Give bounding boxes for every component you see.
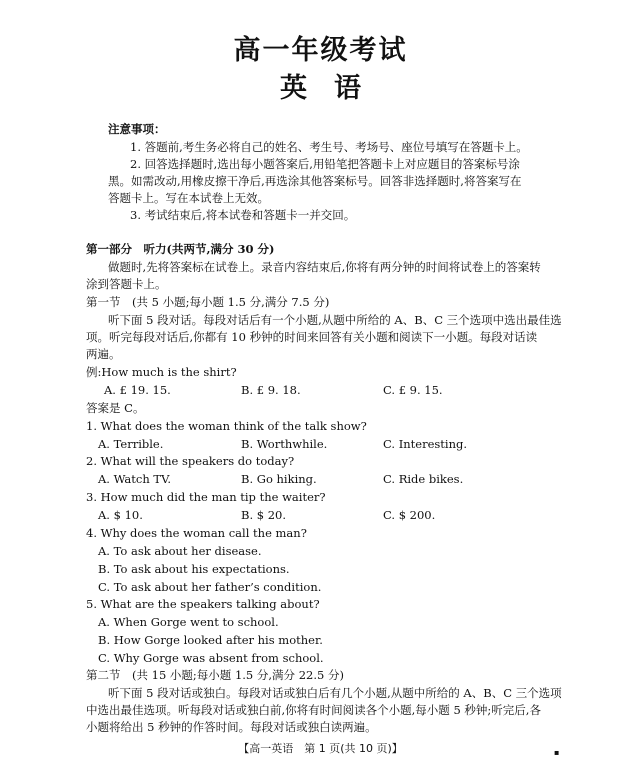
question-1-option-a: A. Terrible. bbox=[98, 437, 164, 451]
notes-line: 1. 答题前,考生务必将自己的姓名、考生号、考场号、座位号填写在答题卡上。 bbox=[130, 140, 528, 154]
question-3: 3. How much did the man tip the waiter? bbox=[86, 490, 326, 504]
section1-intro-line: 项。听完每段对话后,你都有 10 秒钟的时间来回答有关小题和阅读下一小题。每段对话读 bbox=[86, 330, 538, 344]
section2-intro-line: 中选出最佳选项。听每段对话或独白前,你将有时间阅读各个小题,每小题 5 秒钟;听完后,各 bbox=[86, 703, 541, 717]
part1-intro-line: 涂到答题卡上。 bbox=[86, 277, 167, 291]
subject-title: 英 语 bbox=[280, 73, 361, 104]
question-1-option-b: B. Worthwhile. bbox=[241, 437, 328, 451]
question-1: 1. What does the woman think of the talk show? bbox=[86, 419, 367, 433]
notes-line: 黑。如需改动,用橡皮擦干净后,再选涂其他答案标号。回答非选择题时,将答案写在 bbox=[108, 174, 522, 188]
example-question: 例:How much is the shirt? bbox=[86, 365, 237, 379]
question-1-option-c: C. Interesting. bbox=[383, 437, 468, 451]
example-option-a: A. £ 19. 15. bbox=[104, 383, 171, 397]
question-5-option-c: C. Why Gorge was absent from school. bbox=[98, 651, 324, 665]
notes-line: 2. 回答选择题时,选出每小题答案后,用铅笔把答题卡上对应题目的答案标号涂 bbox=[130, 157, 520, 171]
question-3-option-c: C. $ 200. bbox=[383, 508, 436, 522]
question-2: 2. What will the speakers do today? bbox=[86, 454, 295, 468]
corner-mark: ▪ bbox=[554, 748, 560, 757]
question-4-option-a: A. To ask about her disease. bbox=[98, 544, 262, 558]
question-3-option-b: B. $ 20. bbox=[241, 508, 287, 522]
example-answer: 答案是 C。 bbox=[86, 401, 145, 415]
notes-line: 答题卡上。写在本试卷上无效。 bbox=[108, 191, 269, 205]
question-5: 5. What are the speakers talking about? bbox=[86, 597, 320, 611]
question-4-option-c: C. To ask about her father’s condition. bbox=[98, 580, 322, 594]
part1-intro-line: 做题时,先将答案标在试卷上。录音内容结束后,你将有两分钟的时间将试卷上的答案转 bbox=[108, 260, 541, 274]
question-2-option-b: B. Go hiking. bbox=[241, 472, 317, 486]
example-option-b: B. £ 9. 18. bbox=[241, 383, 301, 397]
question-5-option-a: A. When Gorge went to school. bbox=[98, 615, 279, 629]
notes-line: 3. 考试结束后,将本试卷和答题卡一并交回。 bbox=[130, 208, 356, 222]
section1-intro-line: 听下面 5 段对话。每段对话后有一个小题,从题中所给的 A、B、C 三个选项中选出最佳选 bbox=[108, 313, 562, 327]
question-2-option-c: C. Ride bikes. bbox=[383, 472, 464, 486]
question-4: 4. Why does the woman call the man? bbox=[86, 526, 307, 540]
section2-intro-line: 听下面 5 段对话或独白。每段对话或独白后有几个小题,从题中所给的 A、B、C 三个选项 bbox=[108, 686, 562, 700]
section1-intro-line: 两遍。 bbox=[86, 347, 121, 361]
notes-heading: 注意事项： bbox=[108, 122, 166, 136]
part1-heading: 第一部分 听力(共两节,满分 30 分) bbox=[86, 242, 275, 256]
section2-intro-line: 小题将给出 5 秒钟的作答时间。每段对话或独白读两遍。 bbox=[86, 720, 377, 734]
question-4-option-b: B. To ask about his expectations. bbox=[98, 562, 290, 576]
section1-heading: 第一节 (共 5 小题;每小题 1.5 分,满分 7.5 分) bbox=[86, 295, 330, 309]
section2-heading: 第二节 (共 15 小题;每小题 1.5 分,满分 22.5 分) bbox=[86, 668, 344, 682]
page-footer: 【高一英语 第 1 页(共 10 页)】 bbox=[238, 742, 403, 755]
exam-title: 高一年级考试 bbox=[233, 35, 408, 66]
question-2-option-a: A. Watch TV. bbox=[98, 472, 172, 486]
question-5-option-b: B. How Gorge looked after his mother. bbox=[98, 633, 323, 647]
question-3-option-a: A. $ 10. bbox=[98, 508, 143, 522]
example-option-c: C. £ 9. 15. bbox=[383, 383, 443, 397]
